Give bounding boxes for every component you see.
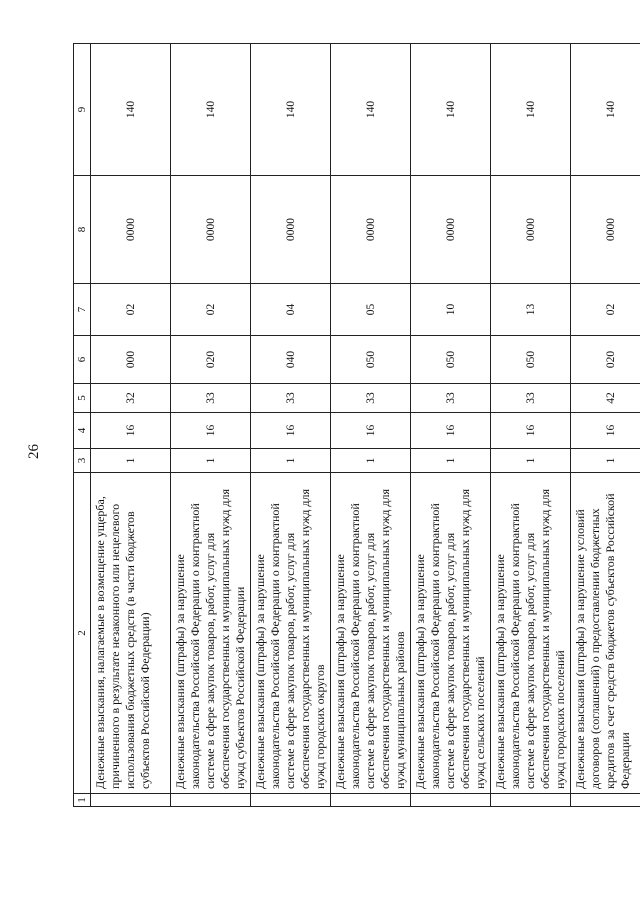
cell-col1	[171, 794, 251, 807]
column-header: 8	[74, 176, 91, 284]
cell-col8: 0000	[331, 176, 411, 284]
rotated-page	[73, 44, 640, 807]
column-header: 9	[74, 44, 91, 176]
table-row	[91, 44, 171, 807]
cell-col5: 33	[331, 384, 411, 413]
cell-description: Денежные взыскания (штрафы) за нарушение законодательства Российской Федерации о контрактной системе в сфере закупок товаров, работ, услуг для обеспечения государственных и муниципальных нужд для нужд субъектов Российской Федерации	[171, 473, 251, 794]
column-header: 7	[74, 284, 91, 336]
cell-col9: 140	[251, 44, 331, 176]
cell-description: Денежные взыскания (штрафы) за нарушение законодательства Российской Федерации о контрактной системе в сфере закупок товаров, работ, услуг для обеспечения государственных и муниципальных нужд для нужд сельских поселений	[411, 473, 491, 794]
cell-col5: 33	[171, 384, 251, 413]
cell-col6: 020	[171, 336, 251, 384]
cell-description: Денежные взыскания (штрафы) за нарушение законодательства Российской Федерации о контрактной системе в сфере закупок товаров, работ, услуг для обеспечения государственных и муниципальных нужд для нужд городских округов	[251, 473, 331, 794]
cell-description: Денежные взыскания (штрафы) за нарушение законодательства Российской Федерации о контрактной системе в сфере закупок товаров, работ, услуг для обеспечения государственных и муниципальных нужд для нужд муниципальных районов	[331, 473, 411, 794]
cell-col6: 050	[411, 336, 491, 384]
cell-col1	[571, 794, 640, 807]
cell-col3: 1	[331, 449, 411, 473]
cell-col4: 16	[331, 413, 411, 449]
table-row	[571, 44, 640, 807]
page-number: 26	[26, 444, 42, 459]
cell-col4: 16	[171, 413, 251, 449]
cell-col4: 16	[251, 413, 331, 449]
cell-col7: 02	[171, 284, 251, 336]
cell-description: Денежные взыскания (штрафы) за нарушение условий договоров (соглашений) о предоставлении бюджетных кредитов за счет средств бюджетов субъектов Российской Федерации	[571, 473, 640, 794]
cell-col7: 04	[251, 284, 331, 336]
column-header: 6	[74, 336, 91, 384]
cell-col8: 0000	[411, 176, 491, 284]
column-header: 2	[74, 473, 91, 794]
cell-col3: 1	[171, 449, 251, 473]
cell-col9: 140	[411, 44, 491, 176]
cell-description: Денежные взыскания (штрафы) за нарушение законодательства Российской Федерации о контрактной системе в сфере закупок товаров, работ, услуг для обеспечения государственных и муниципальных нужд для нужд городских поселений	[491, 473, 571, 794]
cell-col5: 33	[251, 384, 331, 413]
cell-col5: 33	[491, 384, 571, 413]
cell-col8: 0000	[251, 176, 331, 284]
cell-description: Денежные взыскания, налагаемые в возмещение ущерба, причиненного в результате незаконного или нецелевого использования бюджетных средств (в части бюджетов субъектов Российской Федерации)	[91, 473, 171, 794]
cell-col1	[411, 794, 491, 807]
cell-col9: 140	[91, 44, 171, 176]
cell-col8: 0000	[91, 176, 171, 284]
cell-col5: 42	[571, 384, 640, 413]
cell-col7: 05	[331, 284, 411, 336]
cell-col6: 020	[571, 336, 640, 384]
column-header: 5	[74, 384, 91, 413]
cell-col8: 0000	[491, 176, 571, 284]
budget-classification-table	[73, 43, 640, 807]
cell-col8: 0000	[571, 176, 640, 284]
cell-col6: 000	[91, 336, 171, 384]
cell-col1	[491, 794, 571, 807]
cell-col1	[91, 794, 171, 807]
cell-col9: 140	[571, 44, 640, 176]
cell-col4: 16	[91, 413, 171, 449]
cell-col7: 13	[491, 284, 571, 336]
cell-col1	[331, 794, 411, 807]
cell-col1	[251, 794, 331, 807]
cell-col6: 050	[491, 336, 571, 384]
cell-col3: 1	[251, 449, 331, 473]
table-row	[331, 44, 411, 807]
cell-col8: 0000	[171, 176, 251, 284]
cell-col9: 140	[171, 44, 251, 176]
cell-col5: 33	[411, 384, 491, 413]
cell-col4: 16	[411, 413, 491, 449]
cell-col6: 040	[251, 336, 331, 384]
cell-col4: 16	[571, 413, 640, 449]
cell-col7: 10	[411, 284, 491, 336]
table-row	[251, 44, 331, 807]
cell-col7: 02	[571, 284, 640, 336]
cell-col5: 32	[91, 384, 171, 413]
cell-col3: 1	[491, 449, 571, 473]
cell-col9: 140	[331, 44, 411, 176]
cell-col3: 1	[411, 449, 491, 473]
column-header: 1	[74, 794, 91, 807]
table-row	[171, 44, 251, 807]
cell-col3: 1	[571, 449, 640, 473]
column-header: 3	[74, 449, 91, 473]
document-sheet	[73, 44, 640, 807]
cell-col3: 1	[91, 449, 171, 473]
table-row	[411, 44, 491, 807]
cell-col6: 050	[331, 336, 411, 384]
column-header: 4	[74, 413, 91, 449]
cell-col4: 16	[491, 413, 571, 449]
cell-col7: 02	[91, 284, 171, 336]
header-row	[74, 44, 91, 807]
table-row	[491, 44, 571, 807]
cell-col9: 140	[491, 44, 571, 176]
